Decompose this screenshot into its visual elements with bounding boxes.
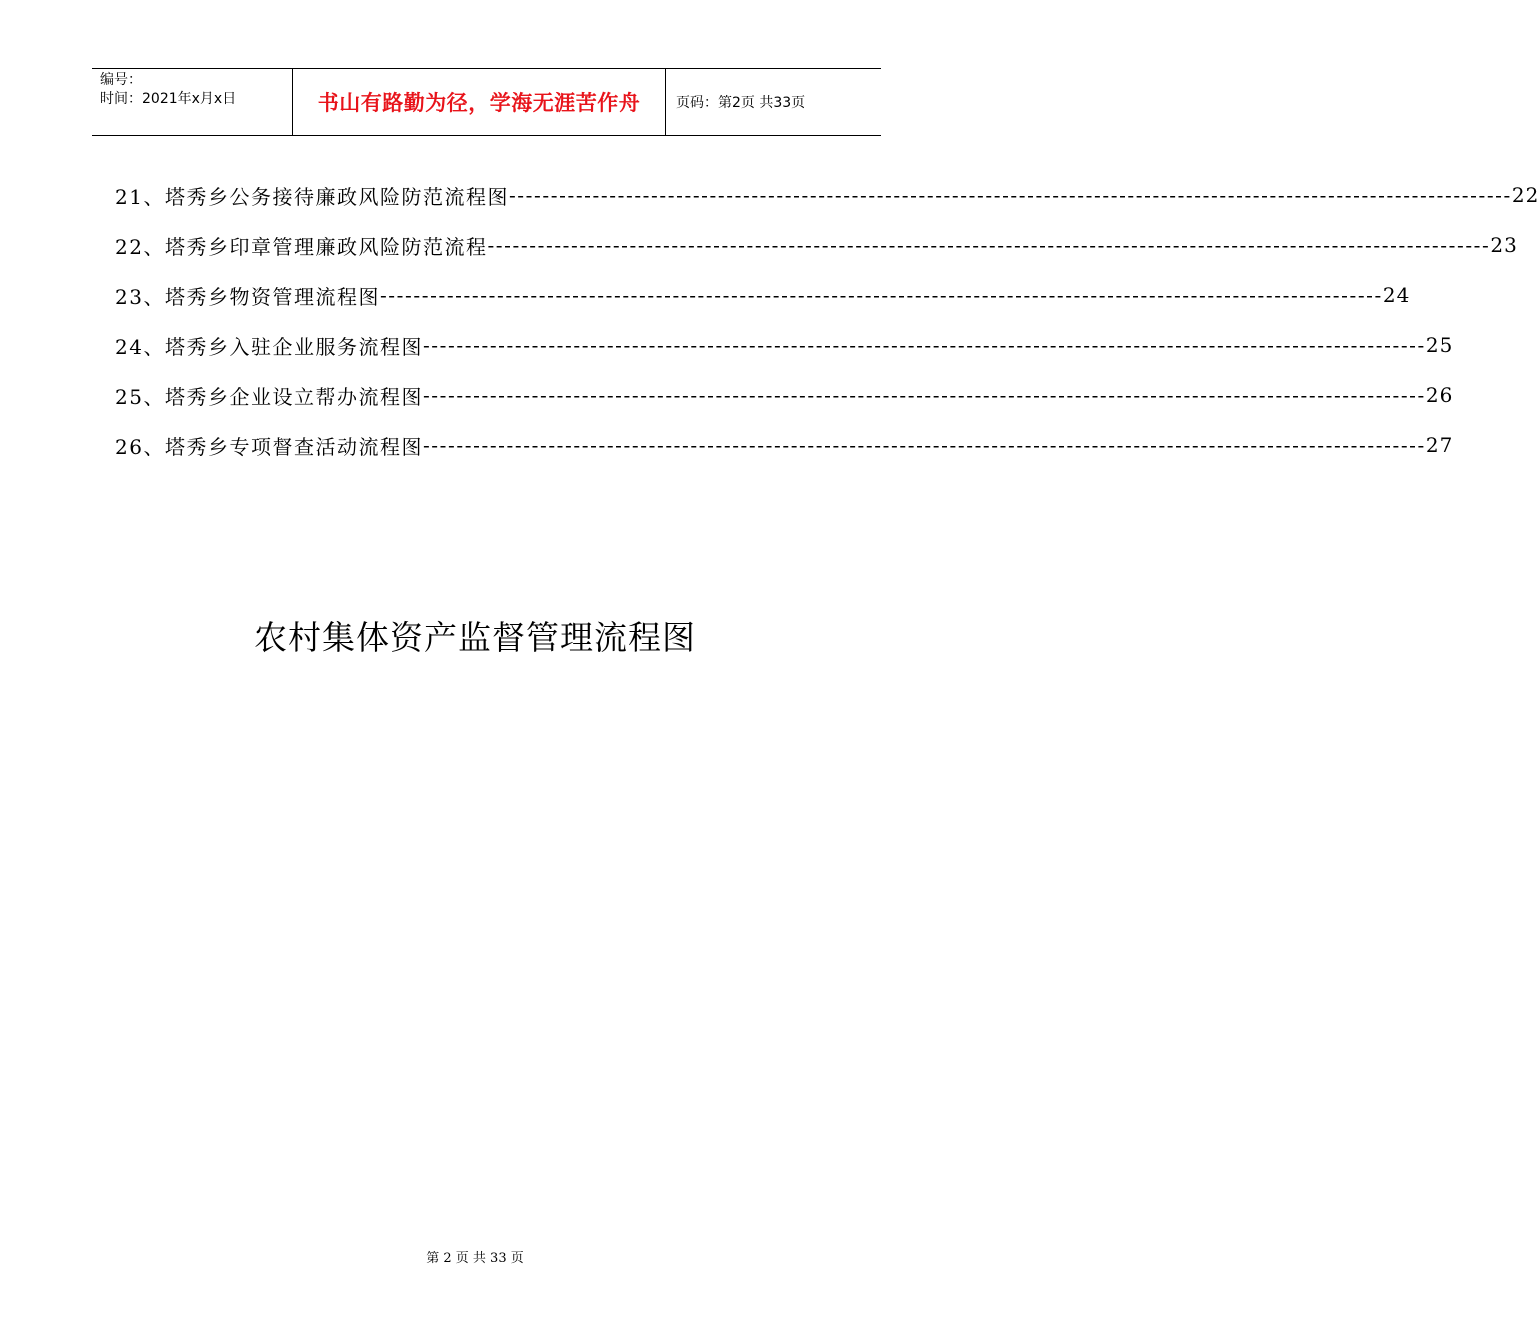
page-footer: 第 2 页 共 33 页 <box>426 1251 524 1266</box>
toc-item-page: 24 <box>1382 283 1411 307</box>
toc-leader: ------------------------------------------------------------------------------------------------------------------------ <box>379 283 1383 307</box>
toc-item[interactable] <box>115 170 1539 220</box>
toc-item[interactable] <box>115 220 1518 270</box>
page-header <box>92 68 881 136</box>
header-info-cell <box>92 69 293 135</box>
toc-item[interactable] <box>115 370 1454 420</box>
toc-item-page: 25 <box>1425 333 1454 357</box>
toc-leader: ------------------------------------------------------------------------------------------------------------------------ <box>487 233 1491 257</box>
toc-item-page: 26 <box>1425 383 1454 407</box>
toc-item-page: 27 <box>1425 433 1454 457</box>
toc-item-label: 21、塔秀乡公务接待廉政风险防范流程图 <box>115 184 509 209</box>
header-motto-cell <box>293 69 666 135</box>
toc-item-label: 26、塔秀乡专项督查活动流程图 <box>115 434 423 459</box>
toc-item-label: 22、塔秀乡印章管理廉政风险防范流程 <box>115 234 488 259</box>
toc-item[interactable] <box>115 270 1411 320</box>
toc-leader: ------------------------------------------------------------------------------------------------------------------------ <box>422 433 1426 457</box>
toc-leader: ------------------------------------------------------------------------------------------------------------------------ <box>422 383 1426 407</box>
toc-item-label: 24、塔秀乡入驻企业服务流程图 <box>115 334 423 359</box>
header-motto: 书山有路勤为径，学海无涯苦作舟 <box>317 91 641 115</box>
toc-item[interactable] <box>115 320 1454 370</box>
toc-item-page: 23 <box>1490 233 1518 257</box>
header-page-code: 页码：第2页 共33页 <box>676 95 806 111</box>
toc-item-page: 22 <box>1511 183 1539 207</box>
table-of-contents <box>115 170 1539 470</box>
toc-leader: ------------------------------------------------------------------------------------------------------------------------ <box>422 333 1426 357</box>
section-title: 农村集体资产监督管理流程图 <box>254 618 696 657</box>
toc-leader: ------------------------------------------------------------------------------------------------------------------------ <box>508 183 1512 207</box>
toc-item-label: 23、塔秀乡物资管理流程图 <box>115 284 380 309</box>
toc-item-label: 25、塔秀乡企业设立帮办流程图 <box>115 384 423 409</box>
toc-item[interactable] <box>115 420 1454 470</box>
header-number-label: 编号： <box>100 72 142 88</box>
header-page-cell <box>666 69 881 135</box>
header-time-label: 时间：2021年x月x日 <box>100 91 237 107</box>
